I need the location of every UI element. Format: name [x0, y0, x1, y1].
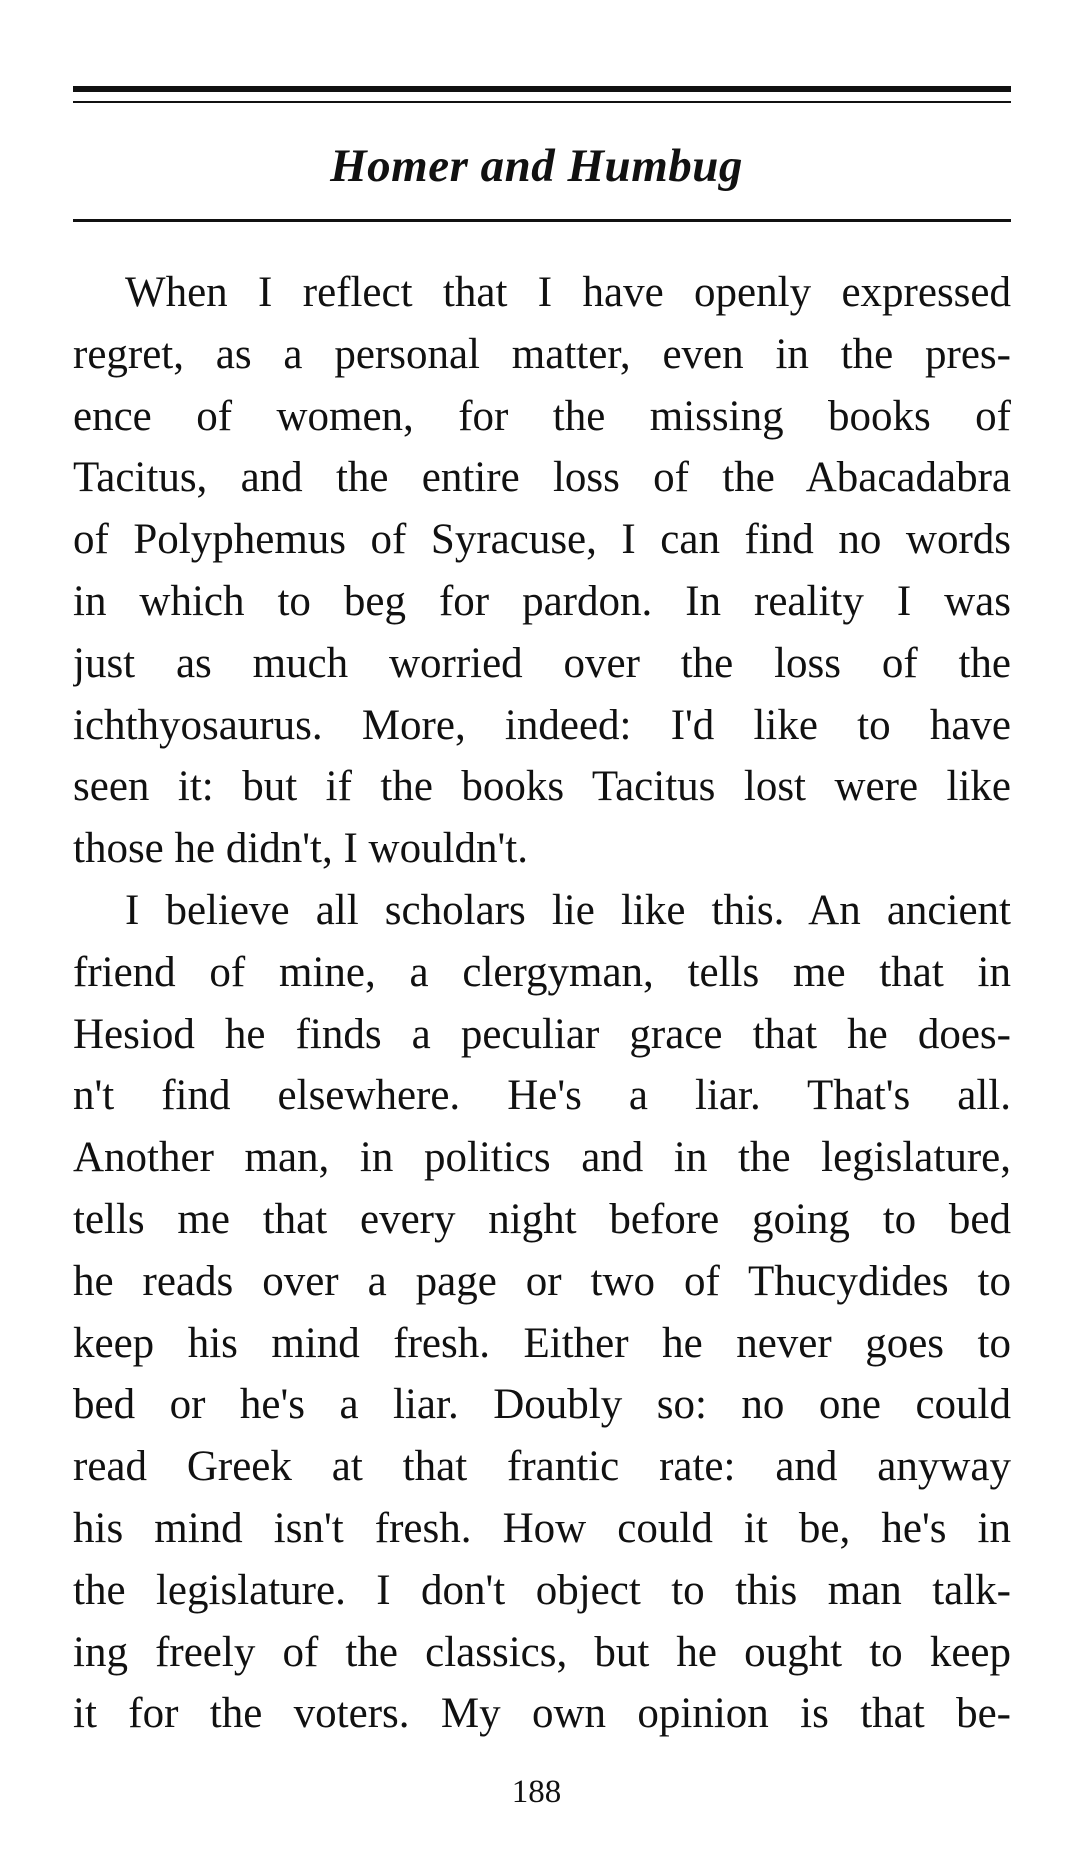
text-line: it for the voters. My own opinion is that be- [73, 1690, 1011, 1738]
page-number: 188 [511, 1774, 562, 1810]
text-line: bed or he's a liar. Doubly so: no one could [73, 1381, 1011, 1429]
text-line: his mind isn't fresh. How could it be, he's in [73, 1504, 1011, 1552]
text-line: the legislature. I don't object to this man talk- [73, 1566, 1011, 1614]
running-title: Homer and Humbug [330, 140, 743, 192]
text-line: Tacitus, and the entire loss of the Abacadabra [73, 454, 1011, 502]
top-rule-thick [73, 86, 1011, 92]
text-line: seen it: but if the books Tacitus lost were like [73, 763, 1011, 811]
text-line: Hesiod he finds a peculiar grace that he does- [73, 1010, 1011, 1058]
text-line: friend of mine, a clergyman, tells me that in [73, 948, 1011, 996]
text-line: When I reflect that I have openly expressed [125, 269, 1011, 316]
top-rule-thin [73, 101, 1011, 103]
header-rule [73, 219, 1011, 222]
text-line: in which to beg for pardon. In reality I was [73, 577, 1011, 625]
text-line: tells me that every night before going to bed [73, 1195, 1011, 1243]
text-line: just as much worried over the loss of the [73, 639, 1011, 687]
text-line: Another man, in politics and in the legislature, [73, 1134, 1011, 1182]
text-line: of Polyphemus of Syracuse, I can find no words [73, 516, 1011, 564]
text-line: read Greek at that frantic rate: and anyway [73, 1443, 1011, 1491]
text-line: keep his mind fresh. Either he never goes to [73, 1319, 1011, 1367]
text-line: ichthyosaurus. More, indeed: I'd like to have [73, 701, 1011, 749]
text-line: I believe all scholars lie like this. An ancient [125, 886, 1011, 934]
text-line: n't find elsewhere. He's a liar. That's all. [73, 1072, 1011, 1120]
text-line: ence of women, for the missing books of [73, 392, 1011, 440]
text-line: he reads over a page or two of Thucydides to [73, 1257, 1011, 1305]
text-line: ing freely of the classics, but he ought to keep [73, 1628, 1011, 1676]
text-line: those he didn't, I wouldn't. [73, 825, 529, 873]
text-line: regret, as a personal matter, even in the pres- [73, 330, 1011, 378]
body-text [73, 262, 1011, 1745]
